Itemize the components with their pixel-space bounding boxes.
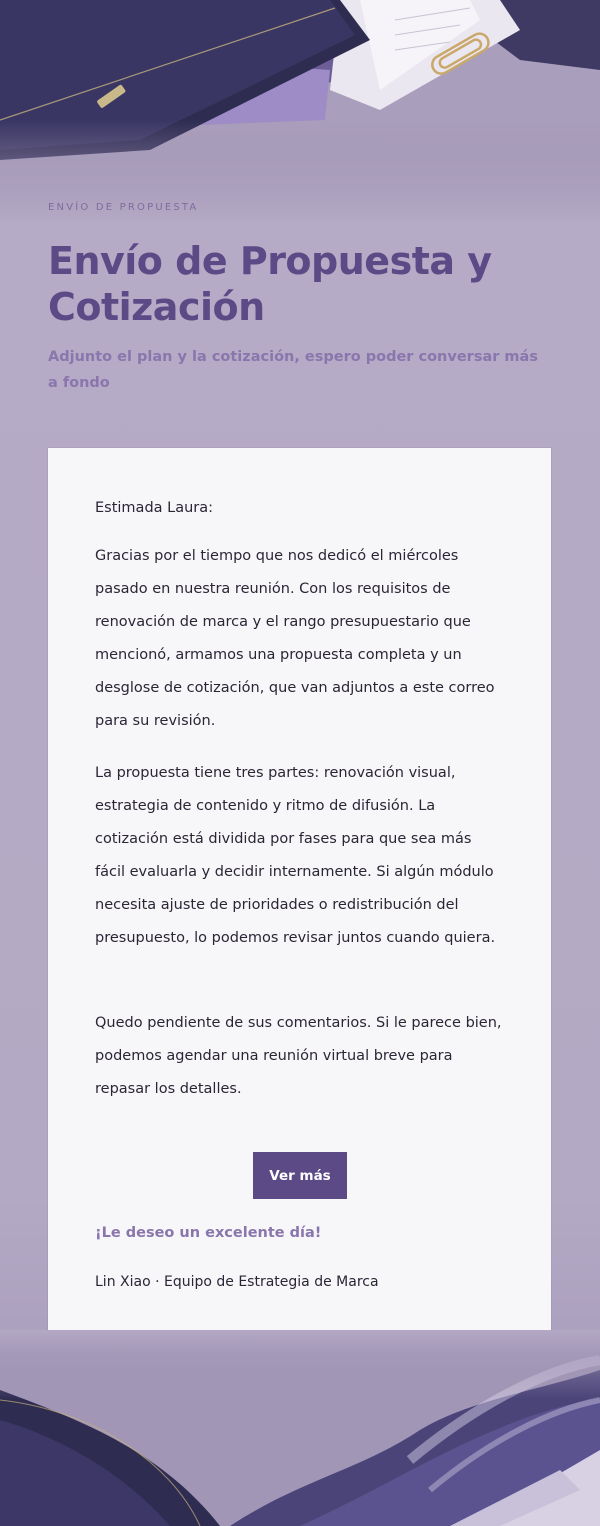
footer-image (0, 1330, 600, 1526)
greeting-text: Estimada Laura: (95, 500, 214, 516)
paragraph-3: Quedo pendiente de sus comentarios. Si le parece bien, podemos agendar una reunión virtual breve para repasar los detalles. (95, 1015, 502, 1097)
page-subtitle: Adjunto el plan y la cotización, espero poder conversar más a fondo (48, 349, 538, 391)
ver-mas-button[interactable]: Ver más (253, 1152, 347, 1199)
eyebrow-label: ENVÍO DE PROPUESTA (48, 202, 199, 213)
paragraph-2: La propuesta tiene tres partes: renovación visual, estrategia de contenido y ritmo de difusión. La cotización está dividida por fases para que sea más fácil evaluarla y decidir internamente. Si algún módulo necesita ajuste de prioridades o redistribución del presupuesto, lo podemos revisar juntos cuando quiera. (95, 765, 496, 946)
closing-text: ¡Le deseo un excelente día! (95, 1225, 322, 1241)
hero-image (0, 0, 600, 220)
paragraph-1: Gracias por el tiempo que nos dedicó el miércoles pasado en nuestra reunión. Con los requisitos de renovación de marca y el rango presupuestario que mencionó, armamos una propuesta completa y un desglose de cotización, que van adjuntos a este correo para su revisión. (95, 548, 495, 729)
signature-text: Lin Xiao · Equipo de Estrategia de Marca (95, 1274, 379, 1290)
page-title: Envío de Propuesta y Cotización (48, 239, 492, 329)
